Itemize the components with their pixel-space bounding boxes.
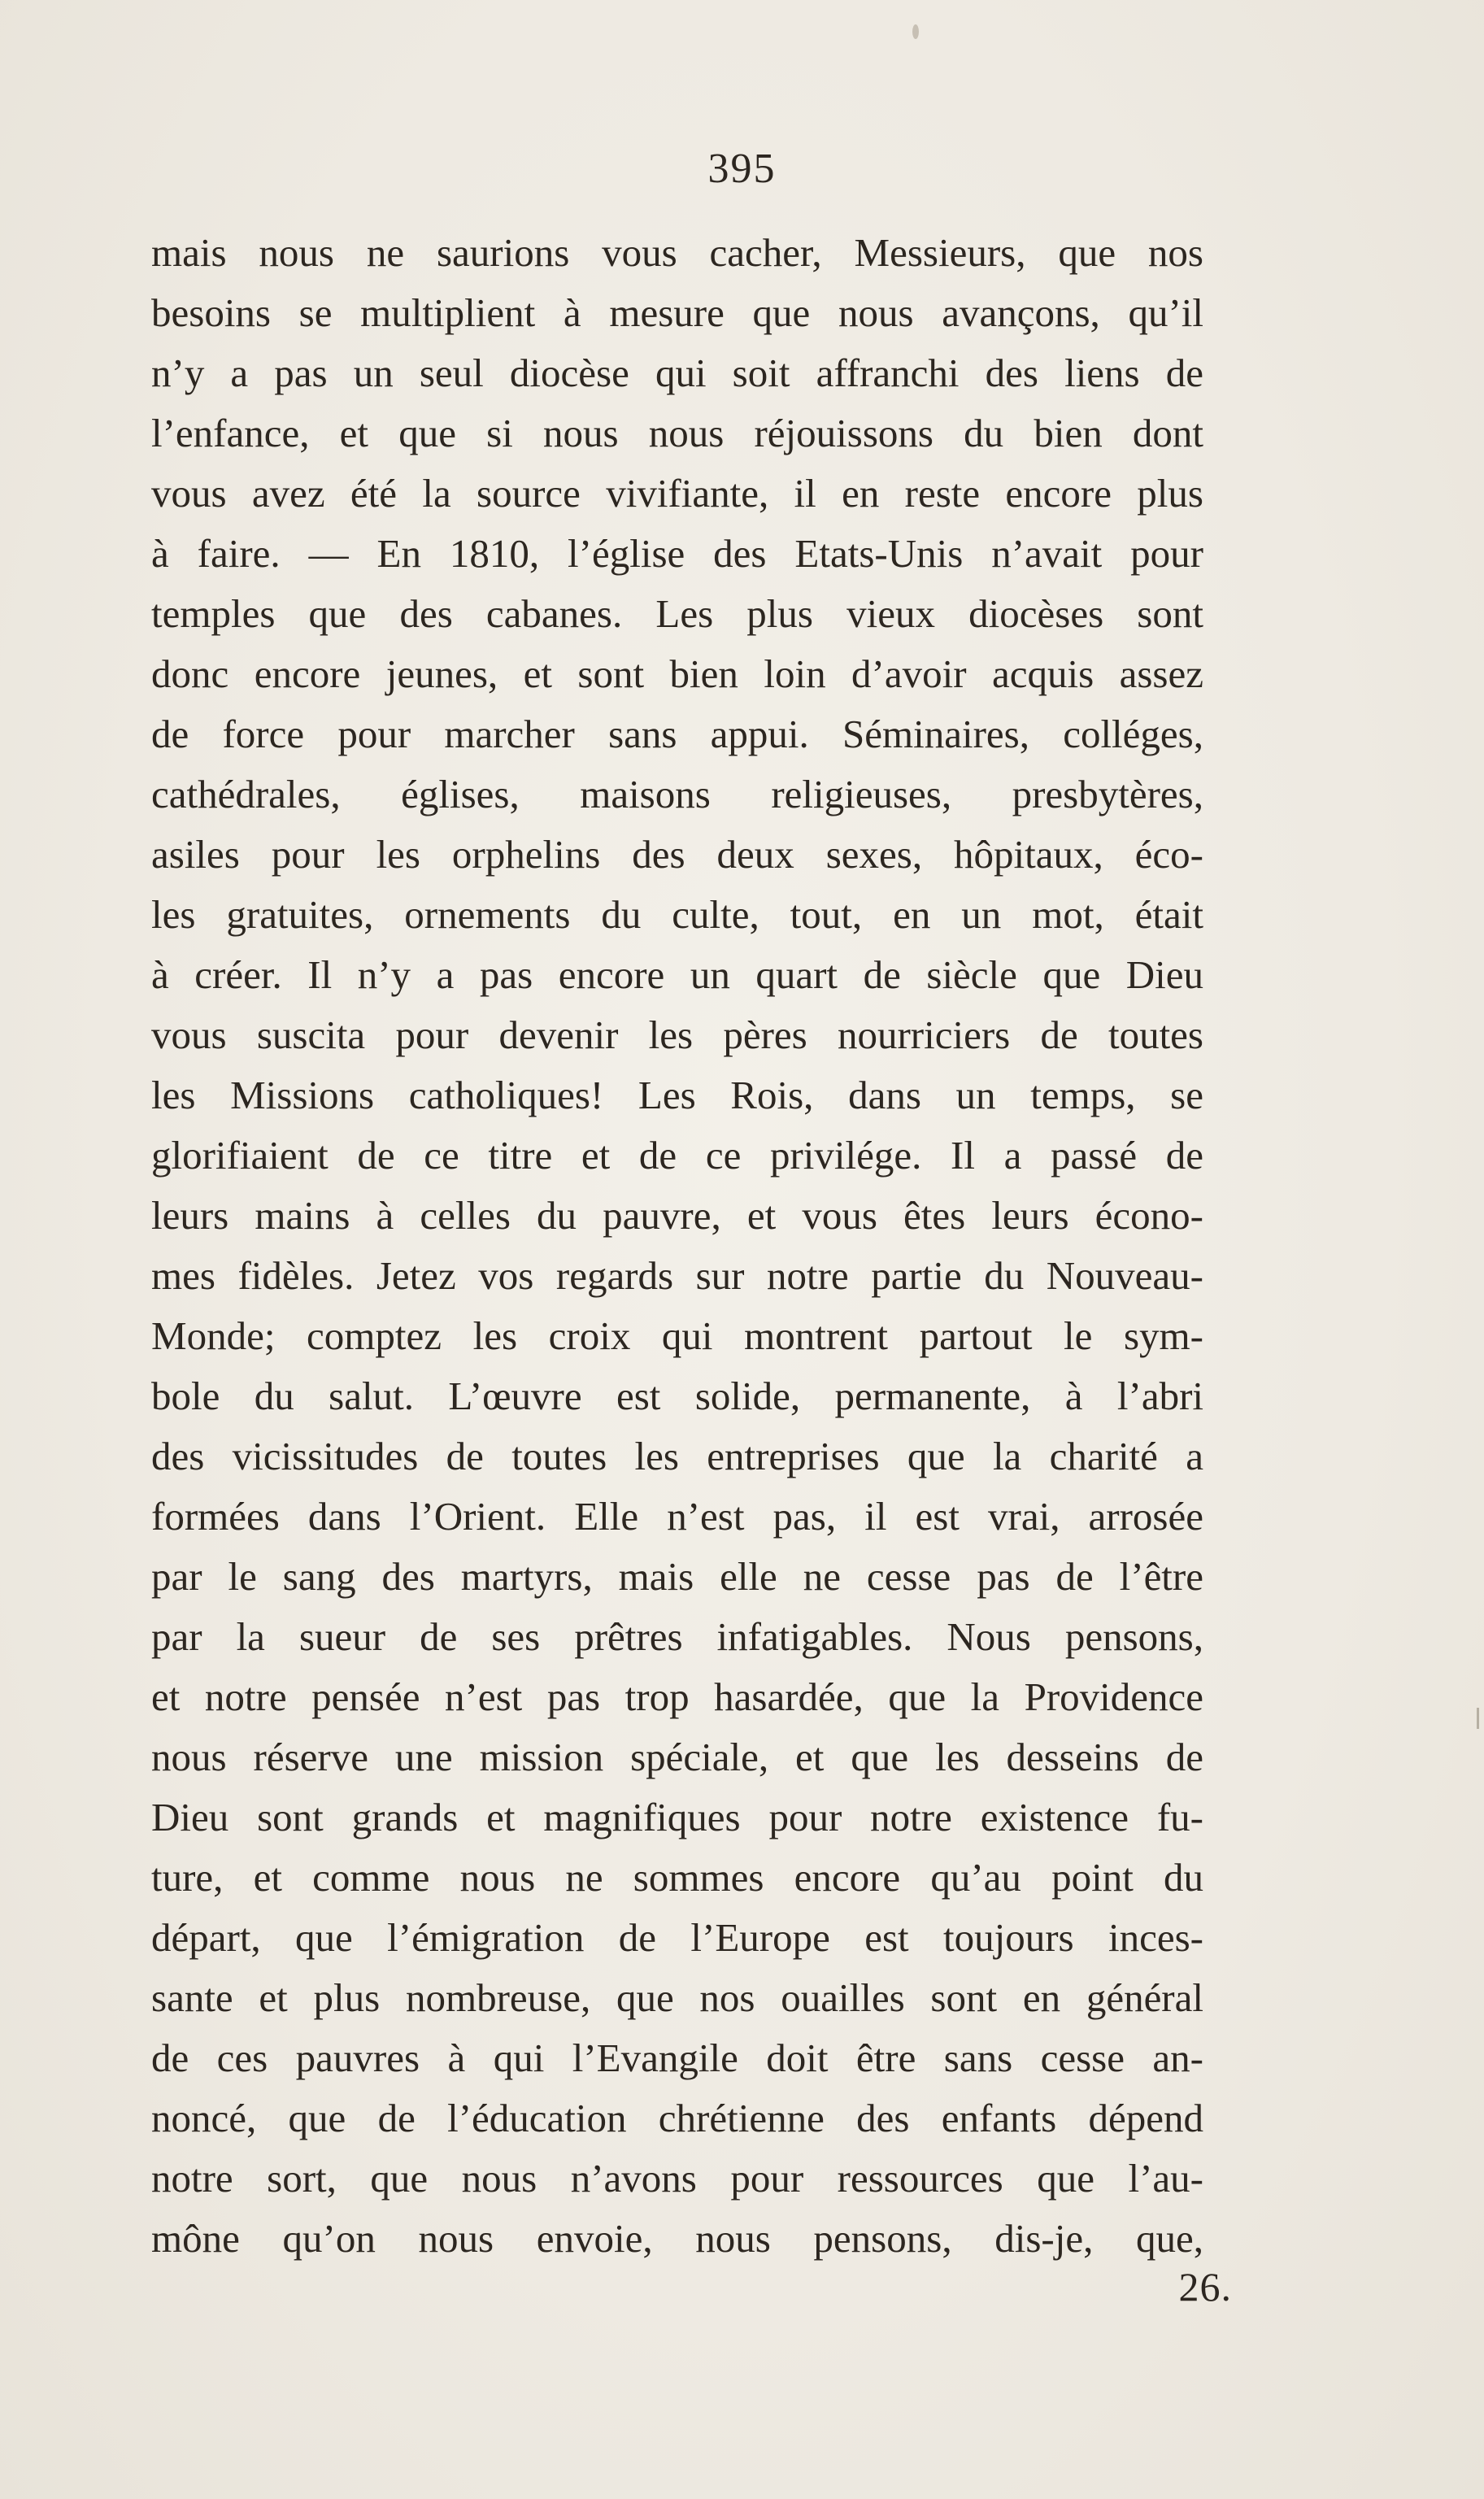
text-line: formées dans l’Orient. Elle n’est pas, il est vrai, arrosée [151,1494,1203,1539]
text-line: mône qu’on nous envoie, nous pensons, dis-je, que, [151,2216,1203,2261]
text-line: et notre pensée n’est pas trop hasardée, que la Providence [151,1674,1203,1719]
text-line: bole du salut. L’œuvre est solide, permanente, à l’abri [151,1374,1203,1418]
text-line: de ces pauvres à qui l’Evangile doit être sans cesse an- [151,2035,1203,2080]
text-line: les Missions catholiques! Les Rois, dans un temps, se [151,1073,1203,1117]
text-line: Monde; comptez les croix qui montrent partout le sym- [151,1313,1203,1358]
text-line: glorifiaient de ce titre et de ce privilége. Il a passé de [151,1133,1203,1178]
text-line: n’y a pas un seul diocèse qui soit affranchi des liens de [151,350,1203,395]
text-line: cathédrales, églises, maisons religieuses, presbytères, [151,772,1203,816]
body-text [151,223,1203,2269]
text-line: mes fidèles. Jetez vos regards sur notre partie du Nouveau- [151,1253,1203,1298]
text-line: notre sort, que nous n’avons pour ressources que l’au- [151,2156,1203,2201]
paper-speck [912,24,919,39]
text-line: leurs mains à celles du pauvre, et vous êtes leurs écono- [151,1193,1203,1238]
text-line: à faire. — En 1810, l’église des Etats-Unis n’avait pour [151,531,1203,576]
text-line: mais nous ne saurions vous cacher, Messieurs, que nos [151,230,1203,275]
text-line: l’enfance, et que si nous nous réjouissons du bien dont [151,411,1203,455]
text-line: nous réserve une mission spéciale, et que les desseins de [151,1735,1203,1779]
text-line: par le sang des martyrs, mais elle ne cesse pas de l’être [151,1554,1203,1599]
signature-mark: 26. [1178,2264,1232,2310]
text-line: ture, et comme nous ne sommes encore qu’au point du [151,1855,1203,1900]
text-line: les gratuites, ornements du culte, tout, en un mot, était [151,892,1203,937]
text-line: vous avez été la source vivifiante, il en reste encore plus [151,471,1203,516]
text-line: temples que des cabanes. Les plus vieux diocèses sont [151,591,1203,636]
text-line: par la sueur de ses prêtres infatigables. Nous pensons, [151,1614,1203,1659]
text-line: donc encore jeunes, et sont bien loin d’avoir acquis assez [151,651,1203,696]
text-line: besoins se multiplient à mesure que nous avançons, qu’il [151,290,1203,335]
text-line: de force pour marcher sans appui. Séminaires, colléges, [151,712,1203,756]
text-line: des vicissitudes de toutes les entreprises que la charité a [151,1434,1203,1478]
page-number: 395 [707,146,777,192]
text-line: vous suscita pour devenir les pères nourriciers de toutes [151,1012,1203,1057]
text-line: asiles pour les orphelins des deux sexes, hôpitaux, éco- [151,832,1203,877]
text-line: départ, que l’émigration de l’Europe est toujours inces- [151,1915,1203,1960]
edge-mark [1477,1708,1479,1729]
text-line: sante et plus nombreuse, que nos ouailles sont en général [151,1975,1203,2020]
text-line: Dieu sont grands et magnifiques pour notre existence fu- [151,1795,1203,1839]
text-line: à créer. Il n’y a pas encore un quart de siècle que Dieu [151,952,1203,997]
text-line: noncé, que de l’éducation chrétienne des enfants dépend [151,2096,1203,2140]
